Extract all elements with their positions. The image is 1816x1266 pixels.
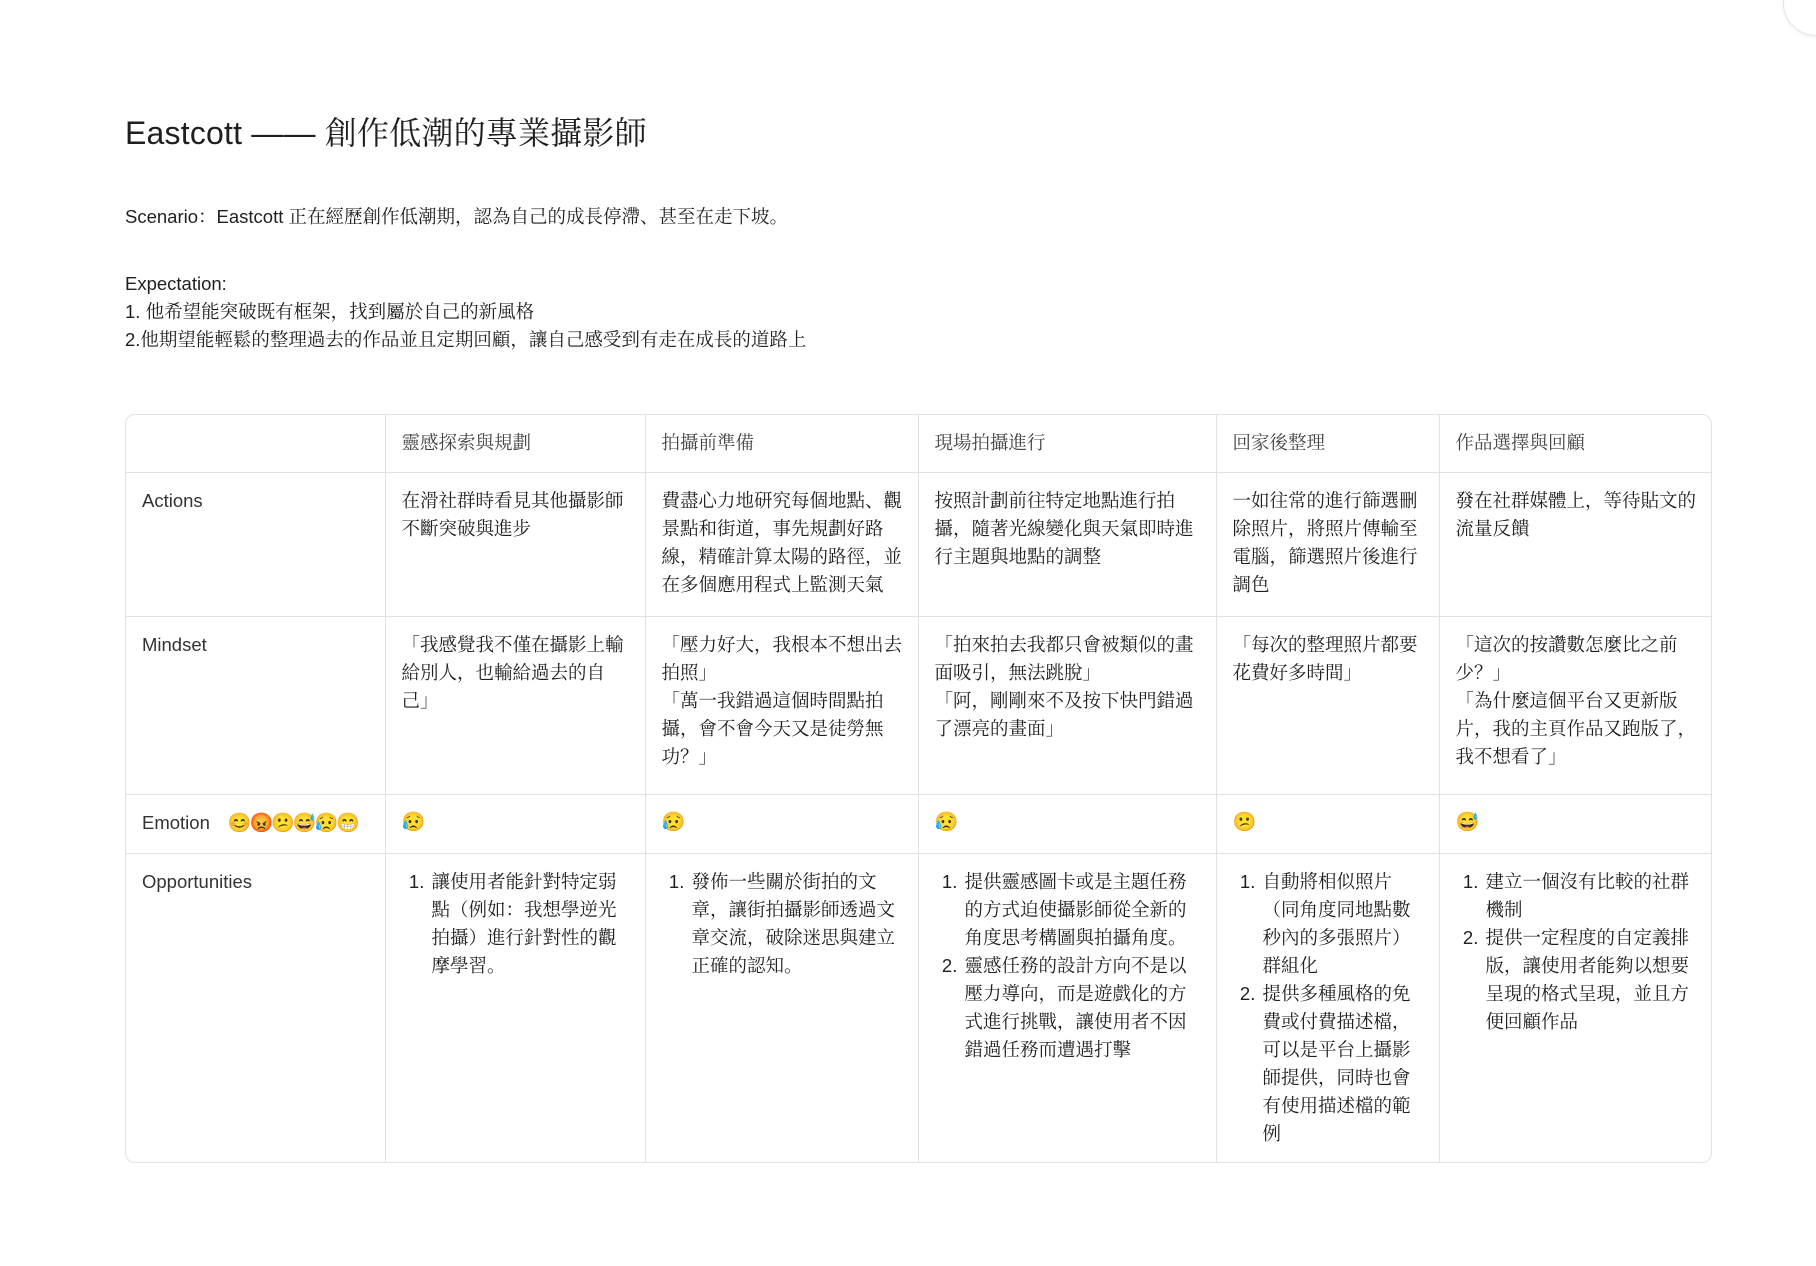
table-cell [385,854,645,1163]
journey-map-table [125,414,1712,1163]
column-header: 作品選擇與回顧 [1439,415,1711,473]
table-cell [918,854,1216,1163]
list-item: 1. 提供靈感圖卡或是主題任務的方式迫使攝影師從全新的角度思考構圖與拍攝角度。 [963,868,1201,952]
quote: 「每次的整理照片都要花費好多時間」 [1232,634,1418,683]
table-cell [1216,854,1439,1163]
row-label: Opportunities [126,854,385,1163]
table-row-actions [126,473,1711,617]
table-cell [645,617,918,795]
quote: 「阿，剛剛來不及按下快門錯過了漂亮的畫面」 [934,690,1194,739]
expectation-item: 1. 他希望能突破既有框架，找到屬於自己的新風格 [125,301,535,322]
column-header [126,415,385,473]
list-item: 1. 自動將相似照片（同角度同地點數秒內的多張照片）群組化 [1261,868,1424,980]
column-header: 拍攝前準備 [645,415,918,473]
quote: 「這次的按讚數怎麼比之前少？」 [1455,634,1678,683]
list-item: 2. 提供多種風格的免費或付費描述檔，可以是平台上攝影師提供，同時也會有使用描述檔的範例 [1261,980,1424,1148]
emotion-icon: 😥 [385,795,645,854]
table-row-emotion [126,795,1711,854]
expectation-label: Expectation: [125,273,227,294]
emotion-icon: 😕 [1216,795,1439,854]
opportunity-list [1233,868,1424,1148]
opportunity-list [1456,868,1697,1036]
table-cell: 一如往常的進行篩選刪除照片，將照片傳輸至電腦，篩選照片後進行調色 [1216,473,1439,617]
column-header: 現場拍攝進行 [918,415,1216,473]
emotion-icon: 😥 [918,795,1216,854]
column-header: 回家後整理 [1216,415,1439,473]
emotion-icon: 😅 [1439,795,1711,854]
quote: 「壓力好大，我根本不想出去拍照」 [661,634,903,683]
table-cell [1439,617,1711,795]
table-cell [1439,854,1711,1163]
row-label [126,795,385,854]
row-label: Mindset [126,617,385,795]
corner-button[interactable] [1783,0,1816,36]
opportunity-list [662,868,903,980]
list-item: 2. 靈感任務的設計方向不是以壓力導向，而是遊戲化的方式進行挑戰，讓使用者不因錯過任務而遭遇打擊 [963,952,1201,1064]
opportunity-list [402,868,630,980]
quote: 「為什麼這個平台又更新版片，我的主頁作品又跑版了，我不想看了」 [1455,690,1697,767]
column-header: 靈感探索與規劃 [385,415,645,473]
quote: 「萬一我錯過這個時間點拍攝，會不會今天又是徒勞無功？」 [661,690,884,767]
opportunity-list [935,868,1201,1064]
table-cell [1216,617,1439,795]
emotion-label: Emotion [142,812,210,833]
list-item: 1. 建立一個沒有比較的社群機制 [1484,868,1697,924]
emotion-icon: 😥 [645,795,918,854]
table-cell [385,617,645,795]
table-row-opportunities [126,854,1711,1163]
table-row-mindset [126,617,1711,795]
scenario-text: Scenario：Eastcott 正在經歷創作低潮期，認為自己的成長停滯、甚至在走下坡。 [125,206,788,227]
page-title: Eastcott —— 創作低潮的專業攝影師 [125,115,647,151]
quote: 「我感覺我不僅在攝影上輸給別人，也輸給過去的自己」 [401,634,624,711]
emotion-legend-icons: 😊😡😕😅😥😁 [227,813,358,834]
table-cell: 按照計劃前往特定地點進行拍攝，隨著光線變化與天氣即時進行主題與地點的調整 [918,473,1216,617]
list-item: 2. 提供一定程度的自定義排版，讓使用者能夠以想要呈現的格式呈現，並且方便回顧作品 [1484,924,1697,1036]
list-item: 1. 讓使用者能針對特定弱點（例如：我想學逆光拍攝）進行針對性的觀摩學習。 [430,868,630,980]
quote: 「拍來拍去我都只會被類似的畫面吸引，無法跳脫」 [934,634,1194,683]
list-item: 1. 發佈一些關於街拍的文章，讓街拍攝影師透過文章交流，破除迷思與建立正確的認知。 [690,868,903,980]
table-cell: 費盡心力地研究每個地點、觀景點和街道，事先規劃好路線，精確計算太陽的路徑，並在多個應用程式上監測天氣 [645,473,918,617]
table-cell: 在滑社群時看見其他攝影師不斷突破與進步 [385,473,645,617]
row-label: Actions [126,473,385,617]
table-header-row [126,415,1711,473]
table-cell: 發在社群媒體上，等待貼文的流量反饋 [1439,473,1711,617]
expectation-item: 2.他期望能輕鬆的整理過去的作品並且定期回顧，讓自己感受到有走在成長的道路上 [125,329,807,350]
table-cell [645,854,918,1163]
table-cell [918,617,1216,795]
